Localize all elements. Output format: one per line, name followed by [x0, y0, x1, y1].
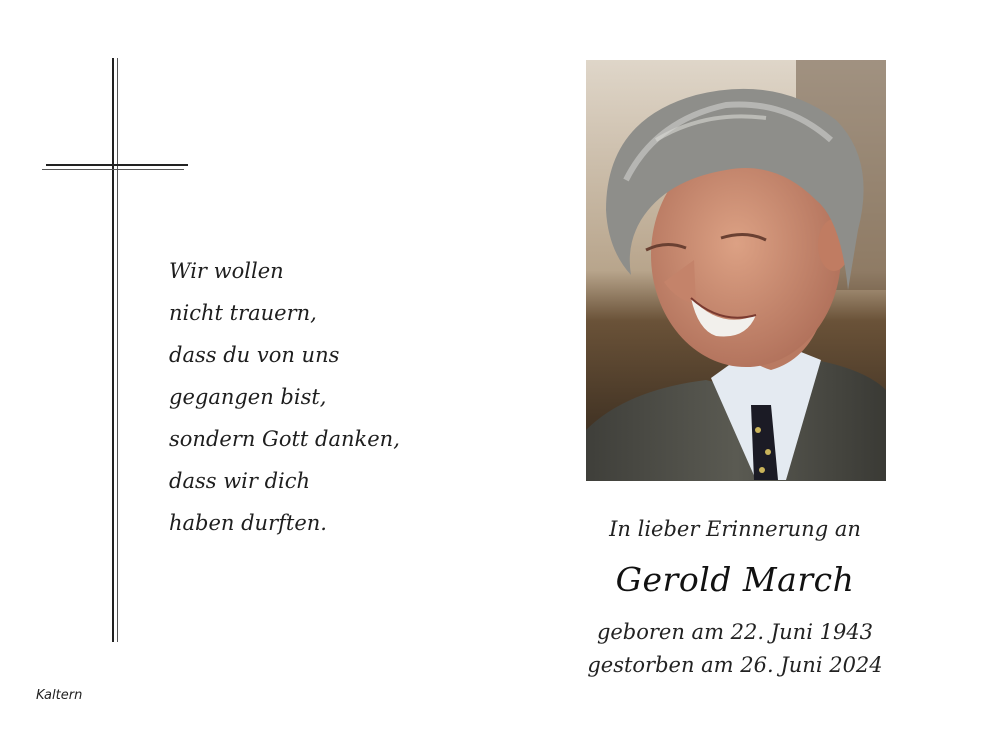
cross-icon	[40, 58, 190, 642]
memorial-intro: In lieber Erinnerung an	[609, 517, 861, 541]
deceased-name: Gerold March	[615, 560, 855, 599]
poem-line: dass wir dich	[169, 469, 311, 493]
death-date: gestorben am 26. Juni 2024	[587, 653, 883, 677]
place-label: Kaltern	[36, 688, 83, 703]
poem-line: Wir wollen	[169, 259, 284, 283]
portrait-photo	[586, 60, 886, 481]
memorial-poem	[169, 250, 400, 544]
poem-line: haben durften.	[169, 511, 327, 535]
poem-line: sondern Gott danken,	[169, 427, 400, 451]
poem-line: gegangen bist,	[169, 385, 327, 409]
poem-line: nicht trauern,	[169, 301, 317, 325]
birth-date: geboren am 22. Juni 1943	[596, 620, 874, 644]
poem-line: dass du von uns	[169, 343, 340, 367]
